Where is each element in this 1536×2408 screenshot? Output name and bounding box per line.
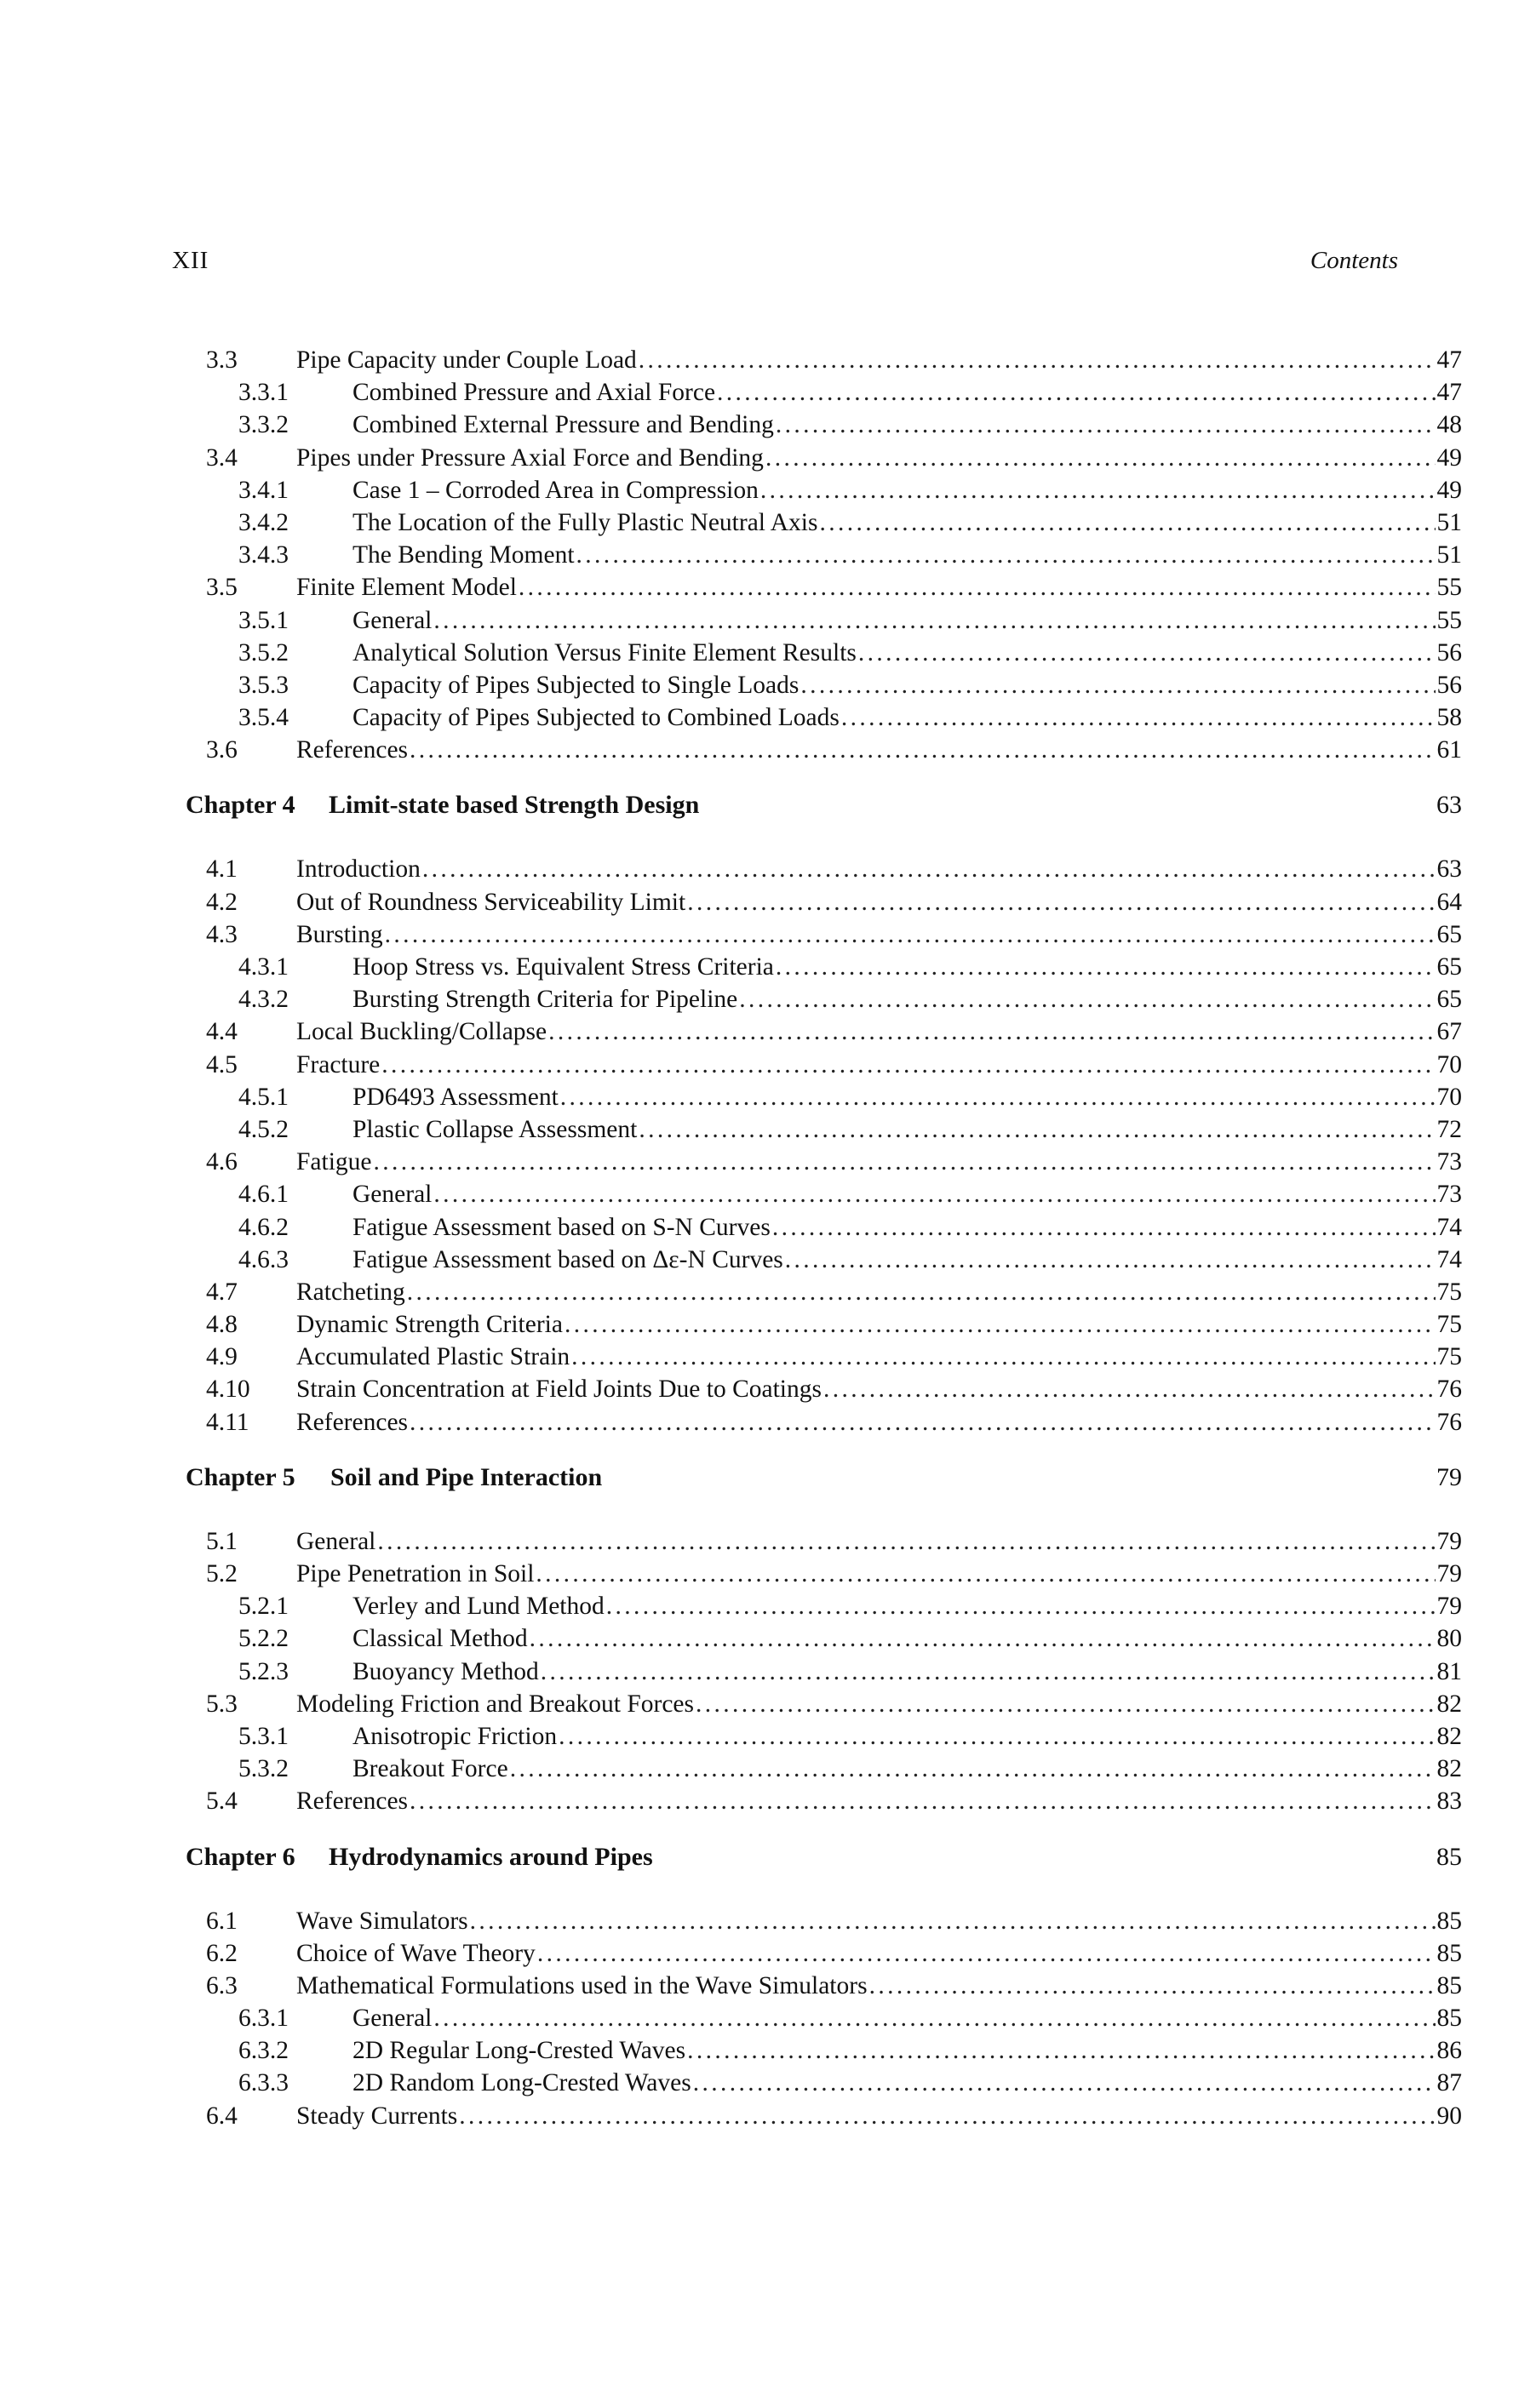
dot-leader — [407, 1276, 1436, 1308]
page-number: 56 — [1436, 638, 1462, 666]
section-title: Fatigue — [296, 1148, 372, 1176]
dot-leader — [772, 1211, 1436, 1244]
entry-line — [296, 2100, 1462, 2132]
page-number: 70 — [1436, 1083, 1462, 1111]
section-title: Case 1 – Corroded Area in Compression — [352, 476, 759, 504]
dot-leader — [422, 853, 1436, 885]
dot-leader — [823, 1373, 1436, 1405]
toc-entry[interactable] — [172, 376, 1462, 409]
page-number: 85 — [1436, 2005, 1462, 2033]
section-title: Introduction — [296, 855, 421, 884]
section-title: Steady Currents — [296, 2102, 458, 2130]
entry-line — [296, 1406, 1462, 1439]
page-number: 75 — [1436, 1311, 1462, 1339]
dot-leader — [381, 1049, 1435, 1081]
section-number: 4.5.1 — [238, 1083, 289, 1111]
entry-line — [296, 1049, 1462, 1081]
section-title: General — [352, 606, 433, 634]
toc-entry[interactable] — [172, 2067, 1462, 2099]
chapter-title: Hydrodynamics around Pipes — [329, 1842, 653, 1871]
section-number: 4.8 — [206, 1311, 238, 1339]
toc-entry[interactable] — [172, 918, 1462, 951]
toc-entry[interactable] — [172, 2100, 1462, 2132]
toc-entry[interactable] — [172, 2002, 1462, 2034]
section-number: 4.3 — [206, 920, 238, 948]
page-number: 63 — [1436, 855, 1462, 884]
toc-entry[interactable] — [172, 1178, 1462, 1210]
chapter-title: Soil and Pipe Interaction — [330, 1462, 603, 1491]
toc-entry[interactable] — [172, 409, 1462, 441]
dot-leader — [565, 1308, 1436, 1341]
entry-line — [352, 376, 1462, 409]
entry-line — [352, 1211, 1462, 1244]
section-title: Choice of Wave Theory — [296, 1939, 536, 1967]
chapter-page: 63 — [1436, 791, 1462, 820]
toc-entry[interactable] — [172, 1049, 1462, 1081]
section-title: Capacity of Pipes Subjected to Combined Loads — [352, 704, 840, 732]
page-folio: XII — [172, 247, 209, 274]
toc-entry[interactable] — [172, 637, 1462, 669]
section-number: 5.1 — [206, 1527, 238, 1555]
entry-line — [296, 344, 1462, 376]
section-title: Plastic Collapse Assessment — [352, 1115, 638, 1143]
page-number: 82 — [1436, 1690, 1462, 1718]
running-title: Contents — [1310, 247, 1398, 274]
page-number: 74 — [1436, 1213, 1462, 1241]
dot-leader — [858, 637, 1436, 669]
entry-line — [296, 442, 1462, 474]
section-title: Verley and Lund Method — [352, 1593, 605, 1621]
section-title: Wave Simulators — [296, 1907, 468, 1935]
section-title: Combined Pressure and Axial Force — [352, 379, 716, 407]
section-title: Anisotropic Friction — [352, 1722, 558, 1750]
dot-leader — [693, 2067, 1436, 2099]
section-title: Finite Element Model — [296, 574, 517, 602]
page-number: 75 — [1436, 1278, 1462, 1306]
dot-leader — [571, 1341, 1435, 1373]
toc-entry[interactable] — [172, 442, 1462, 474]
dot-leader — [530, 1622, 1436, 1655]
toc-entry[interactable] — [172, 886, 1462, 918]
section-title: Classical Method — [352, 1625, 528, 1653]
chapter-page: 85 — [1436, 1842, 1462, 1871]
dot-leader — [696, 1688, 1435, 1720]
toc-entry[interactable] — [172, 2034, 1462, 2067]
page-number: 48 — [1436, 411, 1462, 439]
section-title: 2D Regular Long-Crested Waves — [352, 2037, 686, 2065]
chapter-heading — [172, 788, 1462, 822]
dot-leader — [541, 1656, 1436, 1688]
section-number: 3.4.3 — [238, 541, 289, 569]
entry-line — [296, 1688, 1462, 1720]
dot-leader — [385, 918, 1436, 951]
section-title: Modeling Friction and Breakout Forces — [296, 1690, 695, 1718]
dot-leader — [687, 886, 1435, 918]
dot-leader — [433, 1178, 1435, 1210]
toc-entry[interactable] — [172, 1211, 1462, 1244]
dot-leader — [687, 2034, 1435, 2067]
section-title: Hoop Stress vs. Equivalent Stress Criteria — [352, 953, 774, 981]
page-number: 75 — [1436, 1343, 1462, 1371]
section-number: 3.3.1 — [238, 379, 289, 407]
toc-entry[interactable] — [172, 1785, 1462, 1817]
page-number: 81 — [1436, 1657, 1462, 1685]
dot-leader — [470, 1905, 1436, 1937]
toc-entry[interactable] — [172, 1308, 1462, 1341]
section-title: General — [352, 1181, 433, 1209]
dot-leader — [841, 701, 1436, 734]
dot-leader — [433, 604, 1435, 637]
page-number: 80 — [1436, 1625, 1462, 1653]
page-number: 76 — [1436, 1408, 1462, 1436]
entry-line — [296, 853, 1462, 885]
entry-line — [352, 1244, 1462, 1276]
section-title: Capacity of Pipes Subjected to Single Loads — [352, 671, 800, 699]
dot-leader — [433, 2002, 1435, 2034]
entry-line — [296, 1970, 1462, 2002]
section-number: 4.4 — [206, 1018, 238, 1046]
entry-line — [352, 701, 1462, 734]
section-number: 6.2 — [206, 1939, 238, 1967]
section-number: 4.6.1 — [238, 1181, 289, 1209]
page-number: 82 — [1436, 1755, 1462, 1783]
toc-entry[interactable] — [172, 1081, 1462, 1113]
section-number: 5.2 — [206, 1560, 238, 1587]
toc-entry[interactable] — [172, 983, 1462, 1015]
section-number: 5.4 — [206, 1787, 238, 1816]
page-number: 87 — [1436, 2069, 1462, 2097]
section-number: 3.5 — [206, 574, 238, 602]
section-number: 4.3.1 — [238, 953, 289, 981]
toc-entry[interactable] — [172, 1688, 1462, 1720]
section-number: 3.3.2 — [238, 411, 289, 439]
section-number: 4.6.2 — [238, 1213, 289, 1241]
page-number: 65 — [1436, 953, 1462, 981]
table-of-contents — [172, 344, 1462, 2132]
section-title: References — [296, 1408, 409, 1436]
page-number: 49 — [1436, 476, 1462, 504]
section-number: 3.5.4 — [238, 704, 289, 732]
section-number: 4.7 — [206, 1278, 238, 1306]
dot-leader — [639, 344, 1436, 376]
entry-line — [352, 2002, 1462, 2034]
dot-leader — [537, 1937, 1436, 1970]
section-number: 5.2.3 — [238, 1657, 289, 1685]
entry-line — [296, 918, 1462, 951]
entry-line — [296, 1785, 1462, 1817]
toc-entry[interactable] — [172, 1590, 1462, 1622]
toc-entry[interactable] — [172, 1937, 1462, 1970]
entry-line — [296, 1146, 1462, 1178]
toc-entry[interactable] — [172, 951, 1462, 983]
dot-leader — [606, 1590, 1436, 1622]
dot-leader — [800, 669, 1435, 701]
section-number: 6.3.3 — [238, 2069, 289, 2097]
toc-entry[interactable] — [172, 474, 1462, 506]
toc-entry[interactable] — [172, 1656, 1462, 1688]
dot-leader — [459, 2100, 1435, 2132]
section-title: Accumulated Plastic Strain — [296, 1343, 570, 1371]
entry-line — [296, 734, 1462, 766]
entry-line — [296, 1015, 1462, 1048]
toc-entry[interactable] — [172, 539, 1462, 571]
section-number: 3.5.3 — [238, 671, 289, 699]
page-number: 55 — [1436, 574, 1462, 602]
section-title: References — [296, 1787, 409, 1816]
page-number: 49 — [1436, 443, 1462, 472]
section-number: 6.3.1 — [238, 2005, 289, 2033]
dot-leader — [559, 1720, 1435, 1753]
section-title: Bursting Strength Criteria for Pipeline — [352, 986, 738, 1014]
entry-line — [352, 604, 1462, 637]
entry-line — [352, 409, 1462, 441]
dot-leader — [776, 951, 1436, 983]
page-number: 85 — [1436, 1907, 1462, 1935]
dot-leader — [765, 442, 1436, 474]
section-title: Local Buckling/Collapse — [296, 1018, 547, 1046]
section-title: Pipes under Pressure Axial Force and Bending — [296, 443, 764, 472]
page-number: 90 — [1436, 2102, 1462, 2130]
toc-entry[interactable] — [172, 1406, 1462, 1439]
dot-leader — [576, 539, 1436, 571]
page-number: 56 — [1436, 671, 1462, 699]
section-number: 4.11 — [206, 1408, 249, 1436]
entry-line — [352, 1113, 1462, 1146]
section-title: Fracture — [296, 1050, 381, 1078]
section-number: 5.3.1 — [238, 1722, 289, 1750]
section-number: 4.5.2 — [238, 1115, 289, 1143]
page-number: 74 — [1436, 1245, 1462, 1273]
section-title: The Bending Moment — [352, 541, 575, 569]
section-title: General — [296, 1527, 376, 1555]
dot-leader — [639, 1113, 1435, 1146]
toc-entry[interactable] — [172, 1905, 1462, 1937]
entry-line — [352, 2034, 1462, 2067]
toc-entry[interactable] — [172, 853, 1462, 885]
entry-line — [352, 983, 1462, 1015]
entry-line — [352, 1622, 1462, 1655]
section-title: Combined External Pressure and Bending — [352, 411, 774, 439]
page-number: 65 — [1436, 986, 1462, 1014]
page-number: 79 — [1436, 1527, 1462, 1555]
section-number: 5.2.2 — [238, 1625, 289, 1653]
entry-line — [352, 539, 1462, 571]
dot-leader — [819, 506, 1435, 539]
dot-leader — [410, 1785, 1435, 1817]
toc-entry[interactable] — [172, 1276, 1462, 1308]
page-number: 86 — [1436, 2037, 1462, 2065]
page-number: 47 — [1436, 379, 1462, 407]
section-title: Pipe Penetration in Soil — [296, 1560, 535, 1587]
page-number: 64 — [1436, 888, 1462, 916]
entry-line — [352, 2067, 1462, 2099]
toc-entry[interactable] — [172, 1753, 1462, 1785]
dot-leader — [374, 1146, 1436, 1178]
page-number: 73 — [1436, 1181, 1462, 1209]
entry-line — [296, 1308, 1462, 1341]
section-number: 3.4.1 — [238, 476, 289, 504]
toc-entry[interactable] — [172, 1525, 1462, 1558]
dot-leader — [760, 474, 1436, 506]
toc-entry[interactable] — [172, 1622, 1462, 1655]
section-title: Buoyancy Method — [352, 1657, 539, 1685]
section-number: 4.10 — [206, 1376, 250, 1404]
section-number: 4.1 — [206, 855, 238, 884]
page-number: 65 — [1436, 920, 1462, 948]
entry-line — [296, 1905, 1462, 1937]
chapter-label: Chapter 4 — [186, 791, 295, 820]
section-title: The Location of the Fully Plastic Neutral Axis — [352, 508, 818, 536]
toc-entry[interactable] — [172, 669, 1462, 701]
section-number: 4.6.3 — [238, 1245, 289, 1273]
page-number: 58 — [1436, 704, 1462, 732]
toc-entry[interactable] — [172, 701, 1462, 734]
toc-entry[interactable] — [172, 506, 1462, 539]
entry-line — [352, 951, 1462, 983]
dot-leader — [410, 734, 1435, 766]
chapter-label: Chapter 5 — [186, 1462, 295, 1491]
toc-entry[interactable] — [172, 604, 1462, 637]
entry-line — [296, 886, 1462, 918]
page-number: 51 — [1436, 508, 1462, 536]
page-number: 85 — [1436, 1971, 1462, 1999]
dot-leader — [377, 1525, 1435, 1558]
entry-line — [296, 571, 1462, 603]
page-number: 73 — [1436, 1148, 1462, 1176]
entry-line — [296, 1937, 1462, 1970]
entry-line — [296, 1525, 1462, 1558]
dot-leader — [785, 1244, 1436, 1276]
page-number: 67 — [1436, 1018, 1462, 1046]
toc-entry[interactable] — [172, 1113, 1462, 1146]
section-title: Dynamic Strength Criteria — [296, 1311, 563, 1339]
toc-entry[interactable] — [172, 1373, 1462, 1405]
section-number: 4.2 — [206, 888, 238, 916]
toc-entry[interactable] — [172, 571, 1462, 603]
section-title: Out of Roundness Serviceability Limit — [296, 888, 686, 916]
section-title: References — [296, 736, 409, 764]
toc-entry[interactable] — [172, 1720, 1462, 1753]
section-number: 6.3.2 — [238, 2037, 289, 2065]
section-title: PD6493 Assessment — [352, 1083, 559, 1111]
section-number: 3.5.1 — [238, 606, 289, 634]
section-number: 3.6 — [206, 736, 238, 764]
page-number: 76 — [1436, 1376, 1462, 1404]
chapter-page: 79 — [1436, 1462, 1462, 1491]
dot-leader — [510, 1753, 1436, 1785]
dot-leader — [519, 571, 1436, 603]
section-number: 4.9 — [206, 1343, 238, 1371]
section-title: Breakout Force — [352, 1755, 508, 1783]
page-number: 79 — [1436, 1593, 1462, 1621]
page-number: 61 — [1436, 736, 1462, 764]
dot-leader — [536, 1558, 1435, 1590]
page-number: 79 — [1436, 1560, 1462, 1587]
entry-line — [352, 669, 1462, 701]
section-number: 3.4.2 — [238, 508, 289, 536]
toc-entry[interactable] — [172, 1244, 1462, 1276]
section-number: 4.3.2 — [238, 986, 289, 1014]
toc-entry[interactable] — [172, 1558, 1462, 1590]
dot-leader — [548, 1015, 1435, 1048]
section-title: Strain Concentration at Field Joints Due to Coatings — [296, 1376, 822, 1404]
entry-line — [352, 474, 1462, 506]
chapter-title: Limit-state based Strength Design — [329, 791, 700, 820]
chapter-heading — [172, 1840, 1462, 1874]
entry-line — [296, 1373, 1462, 1405]
page-number: 82 — [1436, 1722, 1462, 1750]
section-title: Fatigue Assessment based on S-N Curves — [352, 1213, 771, 1241]
dot-leader — [560, 1081, 1436, 1113]
section-number: 6.4 — [206, 2102, 238, 2130]
page-number: 51 — [1436, 541, 1462, 569]
page-number: 47 — [1436, 346, 1462, 374]
page-number: 70 — [1436, 1050, 1462, 1078]
entry-line — [352, 1656, 1462, 1688]
chapter-heading — [172, 1461, 1462, 1495]
toc-entry[interactable] — [172, 1146, 1462, 1178]
entry-line — [296, 1558, 1462, 1590]
toc-entry[interactable] — [172, 734, 1462, 766]
section-title: General — [352, 2005, 433, 2033]
entry-line — [352, 1178, 1462, 1210]
dot-leader — [739, 983, 1435, 1015]
toc-entry[interactable] — [172, 1015, 1462, 1048]
toc-entry[interactable] — [172, 1970, 1462, 2002]
entry-line — [352, 1590, 1462, 1622]
section-number: 5.3.2 — [238, 1755, 289, 1783]
section-title: Analytical Solution Versus Finite Element Results — [352, 638, 857, 666]
entry-line — [352, 1081, 1462, 1113]
page-number: 83 — [1436, 1787, 1462, 1816]
section-title: Pipe Capacity under Couple Load — [296, 346, 637, 374]
toc-entry[interactable] — [172, 1341, 1462, 1373]
dot-leader — [776, 409, 1436, 441]
dot-leader — [869, 1970, 1436, 2002]
section-title: Mathematical Formulations used in the Wave Simulators — [296, 1971, 868, 1999]
entry-line — [352, 1753, 1462, 1785]
section-number: 3.3 — [206, 346, 238, 374]
section-number: 6.1 — [206, 1907, 238, 1935]
section-number: 5.2.1 — [238, 1593, 289, 1621]
entry-line — [296, 1341, 1462, 1373]
page-number: 72 — [1436, 1115, 1462, 1143]
entry-line — [352, 1720, 1462, 1753]
section-title: Fatigue Assessment based on Δε-N Curves — [352, 1245, 783, 1273]
section-title: Ratcheting — [296, 1278, 405, 1306]
section-number: 4.5 — [206, 1050, 238, 1078]
section-number: 5.3 — [206, 1690, 238, 1718]
toc-entry[interactable] — [172, 344, 1462, 376]
section-number: 3.4 — [206, 443, 238, 472]
entry-line — [352, 637, 1462, 669]
dot-leader — [410, 1406, 1435, 1439]
section-number: 4.6 — [206, 1148, 238, 1176]
dot-leader — [717, 376, 1435, 409]
section-title: Bursting — [296, 920, 383, 948]
entry-line — [352, 506, 1462, 539]
chapter-label: Chapter 6 — [186, 1842, 295, 1871]
running-head — [172, 247, 1398, 281]
page-number: 55 — [1436, 606, 1462, 634]
page-number: 85 — [1436, 1939, 1462, 1967]
entry-line — [296, 1276, 1462, 1308]
section-number: 6.3 — [206, 1971, 238, 1999]
section-number: 3.5.2 — [238, 638, 289, 666]
section-title: 2D Random Long-Crested Waves — [352, 2069, 691, 2097]
